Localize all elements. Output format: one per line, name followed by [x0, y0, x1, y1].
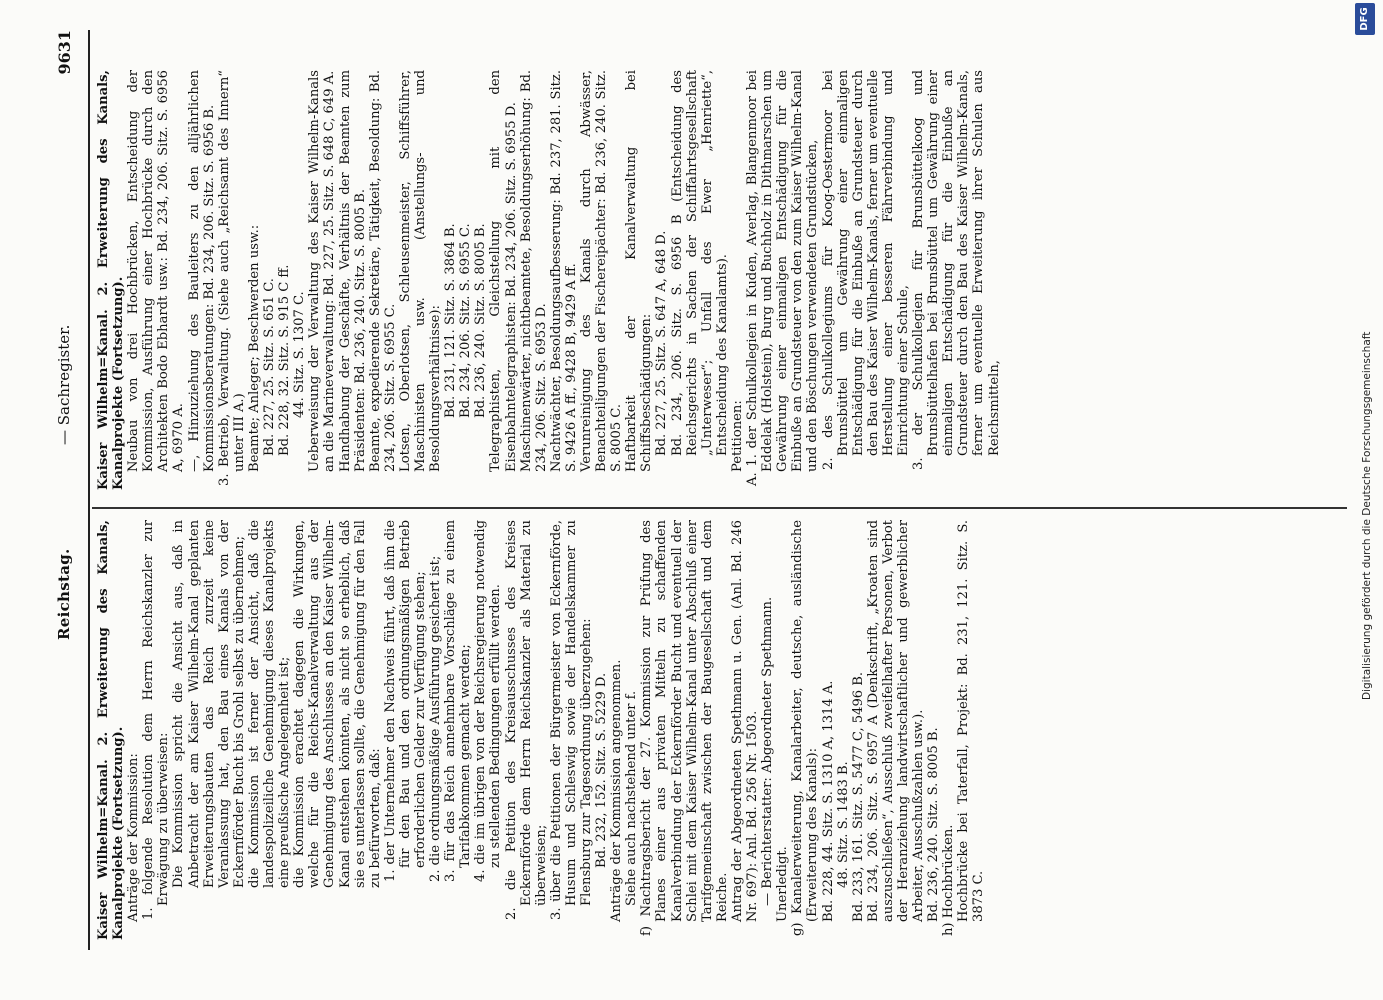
header-rule — [88, 30, 90, 950]
entry-paragraph: Haftbarkeit der Kanalverwaltung bei Schiffsbeschädigungen: — [624, 70, 655, 472]
entry-paragraph: A. 1. der Schulkollegien in Kuden, Averlag, Blangenmoor bei Eddelak (Holstein), Burg und Buchholz in Dithmarschen um Gewährung einer einmaligen Entschädigung für die Einbuße an Grundsteuer von den zum Kaiser Wilhelm-Kanal und den Böschungen verwendeten Grundstücken, — [745, 70, 821, 486]
entry-paragraph: g) Kanalerweiterung, Kanalarbeiter, deutsche, ausländische (Erweiterung des Kanals): — [790, 520, 821, 936]
entry-paragraph: Beamte; Anleger; Beschwerden usw.: — [246, 224, 262, 472]
entry-paragraph: Beamte, expedierende Sekretäre, Tätigkeit, Besoldung: Bd. 234, 206. Sitz. S. 6955 C. — [367, 70, 398, 472]
entry-paragraph: — Berichterstatter: Abgeordneter Spethmann. — [760, 596, 776, 906]
entry-paragraph: 3. der Schulkollegien für Brunsbüttelkoog und Brunsbüttelhafen bei Brunsbüttel um Gewährung einer einmaligen Entschädigung für die Einbuße an Grundsteuer durch den Bau des Kaiser Wilhelm-Kanals, ferner um eventuelle Erweiterung ihrer Schulen aus Reichsmitteln, — [911, 70, 1002, 470]
entry-paragraph: Lotsen, Oberlotsen, Schleusenmeister, Schiffsführer, Maschinisten usw. (Anstellungs- und Besoldungsverhältnisse): — [397, 70, 444, 472]
entry-paragraph: Bd. 234, 206. Sitz. S. 6955 C. — [458, 223, 474, 418]
dfg-logo: DFG — [1355, 3, 1375, 35]
entry-paragraph: Bd. 236, 240. Sitz. S. 8005 B. — [926, 727, 942, 922]
entry-paragraph: 2. des Schulkollegiums für Koog-Oestermoor bei Brunsbüttel um Gewährung einer einmaligen Entschädigung für die Einbuße an Grundsteuer durch den Bau des Kaiser Wilhelm-Kanals, ferner um eventuelle Herstellung einer besseren Fährverbindung und Einrichtung einer Schule, — [820, 70, 911, 470]
entry-paragraph: 3. für das Reich annehmbare Vorschläge zu einem Tarifabkommen gemacht werden; — [443, 520, 474, 882]
entry-paragraph: die Kommission erachtet dagegen die Wirkungen, welche für die Reichs-Kanalverwaltung aus der Genehmigung des Anschlusses an den Kaiser Wilhelm-Kanal entstehen könnten, als nicht so erheblich, daß sie es unterlassen sollte, die Genehmigung für den Fall zu befürworten, daß: — [292, 520, 383, 888]
entry-paragraph: Bd. 233, 161. Sitz. S. 5477 C, 5496 B. — [850, 671, 866, 922]
digitization-note: Digitalisierung gefördert durch die Deutsche Forschungsgemeinschaft — [1361, 331, 1373, 700]
entry-paragraph: Bd. 227, 25. Sitz. S. 647 A, 648 D. — [654, 230, 670, 456]
entry-paragraph: Unerledigt. — [775, 846, 791, 922]
entry-paragraph: Bd. 227, 25. Sitz. S. 651 C. — [262, 278, 278, 456]
entry-paragraph: Nachtwächter, Besoldungsaufbesserung: Bd. 237, 281. Sitz. S. 9426 A ff., 9428 B, 9429 A ff. — [548, 70, 579, 472]
entry-paragraph: Telegraphisten, Gleichstellung mit den Eisenbahntelegraphisten: Bd. 234, 206. Sitz. S. 6955 D. — [488, 70, 519, 472]
entry-paragraph: 3. über die Petitionen der Bürgermeister von Eckernförde, Husum und Schleswig sowie der Handelskammer zu Flensburg zur Tagesordnung überzugehen: — [548, 520, 594, 920]
entry-paragraph: 1. der Unternehmer den Nachweis führt, daß ihm die für den Bau und den ordnungsmäßigen Betrieb erforderlichen Gelder zur Verfügung stehen; — [382, 520, 428, 882]
entry-paragraph: Antrag der Abgeordneten Spethmann u. Gen. (Anl. Bd. 246 Nr. 697): Anl. Bd. 256 Nr. 1503. — [729, 520, 761, 922]
entry-paragraph: Kaiser Wilhelm=Kanal. 2. Erweiterung des Kanals, Kanalprojekte (Fortsetzung). — [96, 70, 127, 490]
header-left: Reichstag. — [55, 548, 73, 640]
entry-paragraph: 2. die Petition des Kreisausschusses des Kreises Eckernförde dem Herrn Reichskanzler als Material zu überweisen; — [503, 520, 549, 920]
entry-paragraph: 48. Sitz. S. 1483 B. — [835, 761, 851, 888]
entry-paragraph: Bd. 228, 44. Sitz. S. 1310 A, 1314 A. — [820, 680, 836, 922]
entry-paragraph: 4. die im übrigen von der Reichsregierung notwendig zu stellenden Bedingungen erfüllt werden. — [473, 520, 504, 882]
entry-paragraph: Hochbrücke bei Taterfall, Projekt: Bd. 231, 121. Sitz. S. 3873 C. — [956, 520, 987, 922]
column-divider — [92, 507, 1347, 509]
entry-paragraph: h) Hochbrücken. — [941, 824, 957, 936]
entry-paragraph: Bd. 234, 206. Sitz. S. 6956 B (Entscheidung des Reichsgerichts in Sachen der Schiffahrtsgesellschaft „Unterweser“; Unfall des Ewer „Henriette“, Entscheidung des Kanalamts). — [669, 70, 730, 456]
entry-paragraph: Anträge der Kommission: — [126, 753, 142, 922]
entry-paragraph: Petitionen: — [729, 400, 745, 472]
page-number: 9631 — [55, 30, 74, 75]
entry-paragraph: 3. Betrieb, Verwaltung. (Siehe auch „Reichsamt des Innern“ unter III A.) — [216, 70, 247, 486]
entry-paragraph: Verunreinigung des Kanals durch Abwässer, Benachteiligungen der Fischereipächter: Bd. 236, 240. Sitz. S. 8005 C. — [579, 70, 625, 472]
entry-paragraph: Anträge der Kommission angenommen. — [609, 659, 625, 922]
entry-paragraph: Maschinenwärter, nichtbeamtete, Besoldungserhöhung: Bd. 234, 206. Sitz. S. 6953 D. — [518, 70, 549, 472]
side-strip — [1352, 0, 1382, 1000]
entry-paragraph: Ueberweisung der Verwaltung des Kaiser Wilhelm-Kanals an die Marineverwaltung: Bd. 227, 25. Sitz. S. 648 C, 649 A. — [307, 70, 338, 472]
entry-paragraph: —, Hinzuziehung des Bauleiters zu den alljährlichen Kommissionsberatungen: Bd. 234, 206. Sitz. S. 6956 B. — [186, 70, 217, 472]
entry-paragraph: 44. Sitz. S. 1307 C. — [292, 291, 308, 418]
entry-paragraph: Neubau von drei Hochbrücken, Entscheidung der Kommission, Ausführung einer Hochbrücke durch den Architekten Bodo Ebhardt usw.: Bd. 234, 206. Sitz. S. 6956 A, 6970 A. — [126, 70, 187, 472]
entry-paragraph: f) Nachtragsbericht der 27. Kommission zur Prüfung des Planes einer aus privaten Mitteln zu schaffenden Kanalverbindung der Eckernförder Bucht und eventuell der Schlei mit dem Kaiser Wilhelm-Kanal unter Abschluß einer Tarifgemeinschaft zwischen der Baugesellschaft und dem Reiche. — [639, 520, 730, 936]
entry-paragraph: Bd. 236, 240. Sitz. S. 8005 B. — [473, 223, 489, 418]
entry-paragraph: Kaiser Wilhelm=Kanal. 2. Erweiterung des Kanals, Kanalprojekte (Fortsetzung). — [96, 520, 127, 940]
entry-paragraph: Die Kommission spricht die Ansicht aus, daß in Anbetracht der am Kaiser Wilhelm-Kanal geplanten Erweiterungsbauten das Reich zurzeit keine Veranlassung hat, den Bau eines Kanals von der Eckernförder Bucht bis Grohl selbst zu übernehmen; — [171, 520, 247, 888]
entry-paragraph: Bd. 228, 32. Sitz. S. 915 C ff. — [277, 264, 293, 456]
entry-paragraph: Siehe auch nachstehend unter f. — [624, 690, 640, 906]
header-center: — Sachregister. — [55, 324, 73, 445]
right-column — [96, 70, 1346, 490]
entry-paragraph: die Kommission ist ferner der Ansicht, daß die landespolizeiliche Genehmigung dieses Kanalprojekts eine preußische Angelegenheit ist; — [246, 520, 293, 888]
entry-paragraph: Handhabung der Geschäfte, Verhältnis der Beamten zum Präsidenten: Bd. 236, 240. Sitz. S. 8005 B. — [337, 70, 368, 472]
entry-paragraph: Bd. 234, 206. Sitz. S. 6957 A (Denkschrift, „Kroaten sind auszuschließen“, Ausschluß zweifelhafter Personen, Verbot der Heranziehung landwirtschaftlicher und gewerblicher Arbeiter, Ausschußzahlen usw.). — [865, 520, 927, 922]
entry-paragraph: Bd. 231, 121. Sitz. S. 3864 B. — [443, 223, 459, 418]
page-header — [55, 30, 85, 950]
entry-paragraph: 2. die ordnungsmäßige Ausführung gesichert ist; — [428, 555, 444, 882]
entry-paragraph: 1. folgende Resolution dem Herrn Reichskanzler zur Erwägung zu überweisen: — [141, 520, 172, 920]
entry-paragraph: Bd. 232, 152. Sitz. S. 5229 D. — [594, 672, 610, 868]
left-column — [96, 520, 1346, 940]
